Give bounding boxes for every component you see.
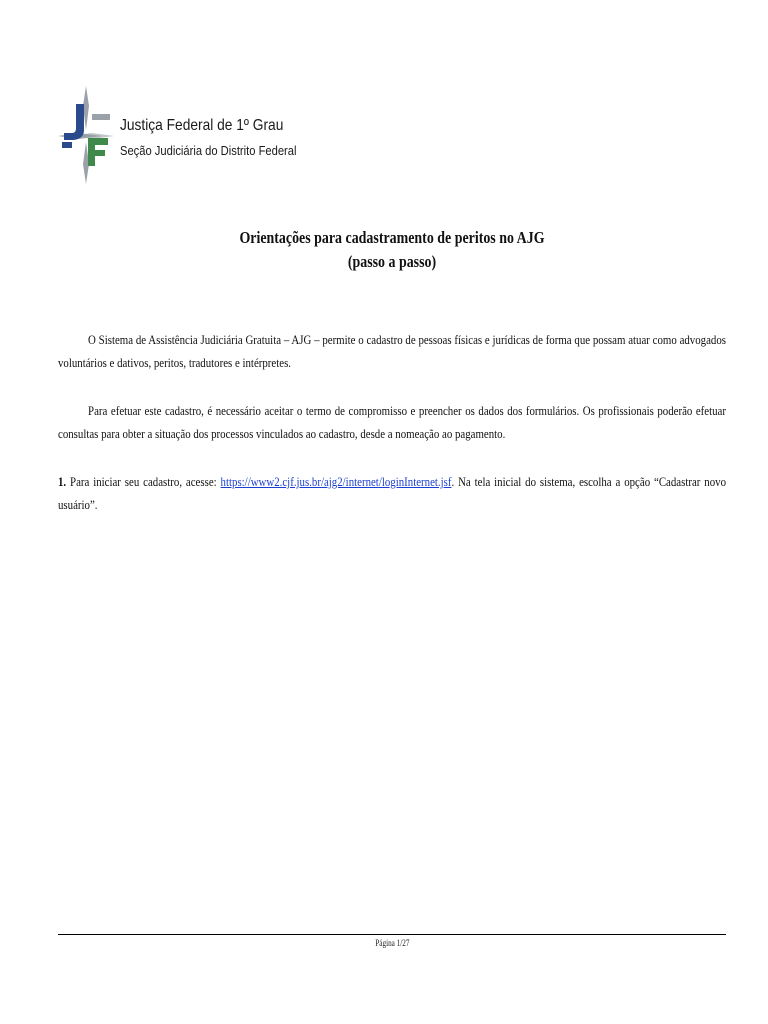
title-line-1: Orientações para cadastramento de peritos no AJG [239, 228, 545, 247]
jf-logo-icon [58, 86, 114, 184]
step-1-number: 1. [58, 474, 67, 489]
footer-divider [58, 934, 726, 935]
paragraph-cadastro-text: Para efetuar este cadastro, é necessário aceitar o termo de compromisso e preencher os dados dos formulários. Os profissionais poderão efetuar consultas para obter a situação dos processos vinculados ao cadastro, desde a nomeação ao pagamento. [58, 403, 726, 441]
document-title [58, 226, 726, 274]
org-name: Justiça Federal de 1º Grau [120, 117, 284, 134]
paragraph-intro [58, 328, 726, 374]
paragraph-cadastro [58, 399, 726, 445]
page-footer [58, 937, 726, 949]
document-header [58, 86, 358, 186]
paragraph-intro-text: O Sistema de Assistência Judiciária Gratuita – AJG – permite o cadastro de pessoas físicas e jurídicas de forma que possam atuar como advogados voluntários e dativos, peritos, tradutores e intérpretes. [58, 332, 726, 370]
step-1-after: . Na tela inicial do sistema, escolha a opção “Cadastrar novo usuário”. [58, 474, 727, 512]
title-line-2: (passo a passo) [347, 252, 437, 271]
ajg-login-link[interactable]: https://www2.cjf.jus.br/ajg2/internet/loginInternet.jsf [220, 474, 452, 489]
organization-block [120, 116, 296, 160]
step-1-text [58, 470, 726, 516]
org-subtitle: Seção Judiciária do Distrito Federal [120, 143, 297, 158]
step-1-before: Para iniciar seu cadastro, acesse: [70, 474, 217, 489]
step-1 [58, 470, 726, 516]
page-number: Página 1/27 [374, 938, 410, 948]
